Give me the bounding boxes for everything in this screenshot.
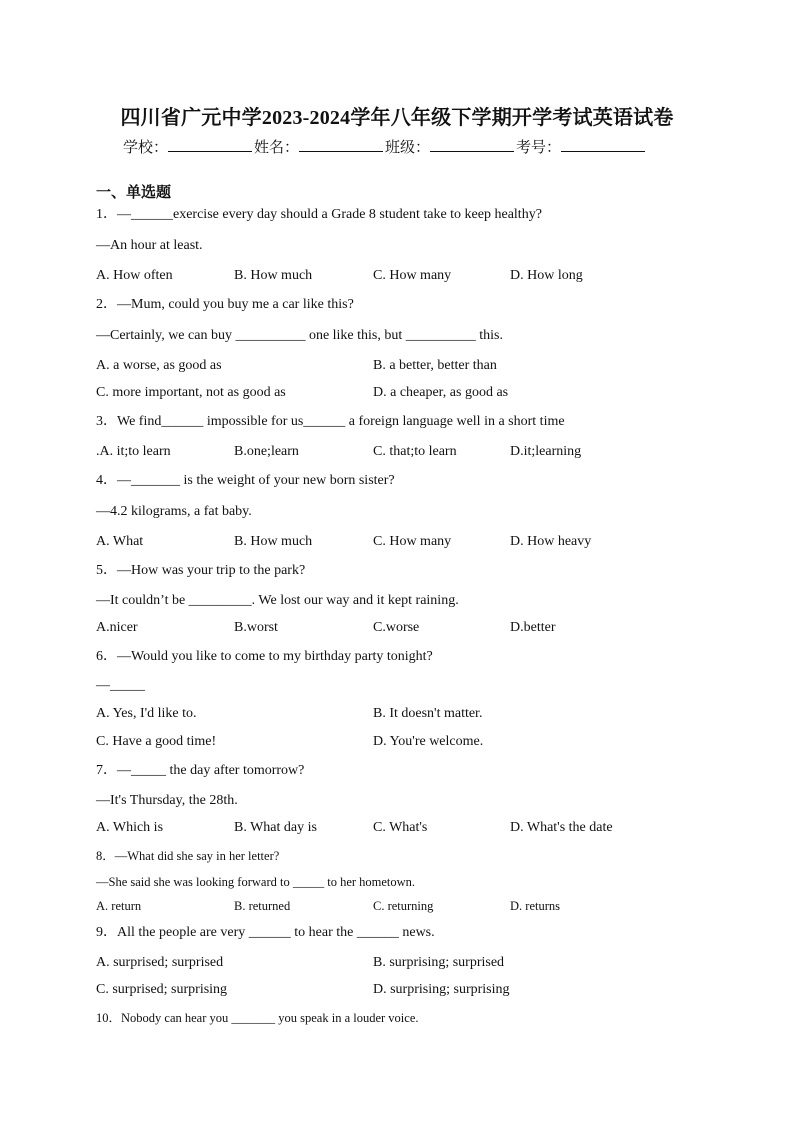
class-label: 班级： (385, 140, 431, 156)
question-2-option-b: B. a better, better than (373, 358, 497, 373)
question-4-option-c: C. How many (373, 534, 452, 549)
question-6-reply: —_____ (96, 678, 145, 693)
question-6-option-c: C. Have a good time! (96, 734, 217, 749)
question-9-option-a: A. surprised; surprised (96, 955, 224, 970)
question-9-option-c: C. surprised; surprising (96, 982, 228, 997)
section-heading: 一、单选题 (96, 183, 172, 201)
question-5-option-b: B.worst (234, 620, 278, 635)
question-2-option-a: A. a worse, as good as (96, 358, 222, 373)
question-4-reply: —4.2 kilograms, a fat baby. (96, 504, 252, 519)
question-6-option-a: A. Yes, I'd like to. (96, 706, 197, 721)
question-4-option-d: D. How heavy (510, 534, 592, 549)
question-2-stem: 2．—Mum, could you buy me a car like this? (96, 297, 354, 312)
question-9-option-d: D. surprising; surprising (373, 982, 510, 997)
page-title: 四川省广元中学2023-2024学年八年级下学期开学考试英语试卷 (120, 107, 674, 129)
question-7-reply: —It's Thursday, the 28th. (96, 793, 238, 808)
question-3-stem: 3．We find______ impossible for us______ a foreign language well in a short time (96, 414, 565, 429)
question-5-option-a: A.nicer (96, 620, 138, 635)
question-1-option-d: D. How long (510, 268, 583, 283)
question-5-reply: —It couldn’t be _________. We lost our way and it kept raining. (96, 593, 459, 608)
question-4-option-b: B. How much (234, 534, 313, 549)
question-8-stem: 8．—What did she say in her letter? (96, 849, 280, 863)
question-5-stem: 5．—How was your trip to the park? (96, 563, 306, 578)
question-7-option-d: D. What's the date (510, 820, 613, 835)
question-5-option-c: C.worse (373, 620, 420, 635)
question-2-option-d: D. a cheaper, as good as (373, 385, 509, 400)
question-8-option-a: A. return (96, 899, 142, 913)
school-blank (168, 137, 252, 152)
name-blank (299, 137, 383, 152)
question-8-reply: —She said she was looking forward to _____ to her hometown. (96, 875, 416, 889)
question-3-option-b: B.one;learn (234, 444, 299, 459)
question-7-option-a: A. Which is (96, 820, 164, 835)
question-7-stem: 7．—_____ the day after tomorrow? (96, 763, 305, 778)
question-7-option-b: B. What day is (234, 820, 317, 835)
question-6-option-b: B. It doesn't matter. (373, 706, 483, 721)
question-1-option-b: B. How much (234, 268, 313, 283)
question-4-option-a: A. What (96, 534, 144, 549)
question-4-stem: 4．—_______ is the weight of your new born sister? (96, 473, 395, 488)
question-3-option-a: .A. it;to learn (96, 444, 171, 459)
question-7-option-c: C. What's (373, 820, 428, 835)
question-2-reply: —Certainly, we can buy __________ one like this, but __________ this. (96, 328, 503, 343)
question-5-option-d: D.better (510, 620, 556, 635)
student-info-line (123, 136, 647, 157)
question-2-option-c: C. more important, not as good as (96, 385, 286, 400)
question-9-stem: 9．All the people are very ______ to hear the ______ news. (96, 925, 435, 940)
class-blank (430, 137, 514, 152)
question-6-option-d: D. You're welcome. (373, 734, 484, 749)
question-1-option-c: C. How many (373, 268, 452, 283)
id-label: 考号： (516, 140, 562, 156)
question-8-option-c: C. returning (373, 899, 434, 913)
question-6-stem: 6．—Would you like to come to my birthday party tonight? (96, 649, 433, 664)
name-label: 姓名： (254, 140, 300, 156)
question-1-option-a: A. How often (96, 268, 173, 283)
question-1-stem: 1．—______exercise every day should a Grade 8 student take to keep healthy? (96, 207, 542, 222)
school-label: 学校： (123, 140, 169, 156)
question-3-option-d: D.it;learning (510, 444, 582, 459)
question-8-option-d: D. returns (510, 899, 560, 913)
question-10-stem: 10．Nobody can hear you _______ you speak in a louder voice. (96, 1011, 419, 1025)
id-blank (561, 137, 645, 152)
question-1-reply: —An hour at least. (96, 238, 203, 253)
question-8-option-b: B. returned (234, 899, 291, 913)
question-9-option-b: B. surprising; surprised (373, 955, 505, 970)
question-3-option-c: C. that;to learn (373, 444, 457, 459)
